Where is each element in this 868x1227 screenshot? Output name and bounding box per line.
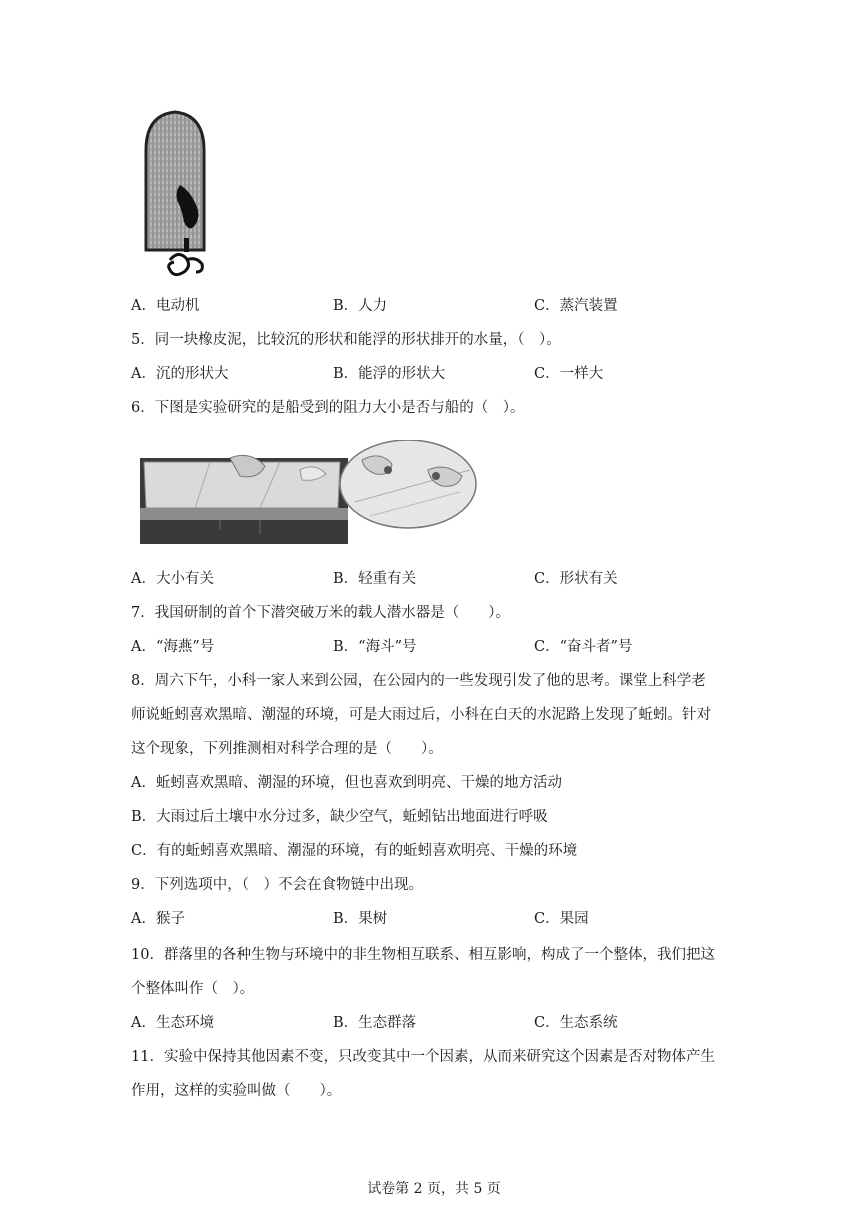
q8-option-c: C．有的蚯蚓喜欢黑暗、潮湿的环境，有的蚯蚓喜欢明亮、干燥的环境	[131, 843, 578, 859]
q5-option-c: C．一样大	[534, 366, 604, 382]
question-7: 7．我国研制的首个下潜突破万米的载人潜水器是（ ）。	[131, 605, 510, 621]
q5-option-a: A．沉的形状大	[131, 366, 229, 382]
question-11-line-1: 11．实验中保持其他因素不变，只改变其中一个因素，从而来研究这个因素是否对物体产生	[131, 1049, 715, 1065]
question-5: 5．同一块橡皮泥，比较沉的形状和能浮的形状排开的水量，（ ）。	[131, 332, 561, 348]
question-8-line-1: 8．周六下午，小科一家人来到公园，在公园内的一些发现引发了他的思考。课堂上科学老	[131, 673, 706, 689]
q6-option-a: A．大小有关	[131, 571, 214, 587]
sail-figure	[140, 110, 210, 280]
q9-option-a: A．猴子	[131, 911, 185, 927]
q4-option-b: B．人力	[333, 298, 388, 314]
q7-option-b: B．“海斗”号	[333, 639, 417, 655]
question-8-line-2: 师说蚯蚓喜欢黑暗、潮湿的环境，可是大雨过后，小科在白天的水泥路上发现了蚯蚓。针对	[131, 707, 711, 723]
page-footer: 试卷第 2 页，共 5 页	[367, 1181, 501, 1197]
q6-option-c: C．形状有关	[534, 571, 618, 587]
question-10-line-2: 个整体叫作（ ）。	[131, 981, 255, 997]
q10-option-b: B．生态群落	[333, 1015, 417, 1031]
question-6: 6．下图是实验研究的是船受到的阻力大小是否与船的（ ）。	[131, 400, 525, 416]
water-trough-figure	[140, 440, 480, 550]
q10-option-c: C．生态系统	[534, 1015, 618, 1031]
q7-option-c: C．“奋斗者”号	[534, 639, 633, 655]
question-10-line-1: 10．群落里的各种生物与环境中的非生物相互联系、相互影响，构成了一个整体，我们把这	[131, 947, 715, 963]
q8-option-b: B．大雨过后土壤中水分过多，缺少空气，蚯蚓钻出地面进行呼吸	[131, 809, 548, 825]
q6-option-b: B．轻重有关	[333, 571, 417, 587]
q7-option-a: A．“海燕”号	[131, 639, 215, 655]
question-9: 9．下列选项中，（ ）不会在食物链中出现。	[131, 877, 423, 893]
question-11-line-2: 作用，这样的实验叫做（ ）。	[131, 1083, 342, 1099]
q9-option-c: C．果园	[534, 911, 589, 927]
q5-option-b: B．能浮的形状大	[333, 366, 446, 382]
q10-option-a: A．生态环境	[131, 1015, 214, 1031]
q8-option-a: A．蚯蚓喜欢黑暗、潮湿的环境，但也喜欢到明亮、干燥的地方活动	[131, 775, 562, 791]
question-8-line-3: 这个现象，下列推测相对科学合理的是（ ）。	[131, 741, 443, 757]
q4-option-a: A．电动机	[131, 298, 200, 314]
q9-option-b: B．果树	[333, 911, 388, 927]
q4-option-c: C．蒸汽装置	[534, 298, 618, 314]
